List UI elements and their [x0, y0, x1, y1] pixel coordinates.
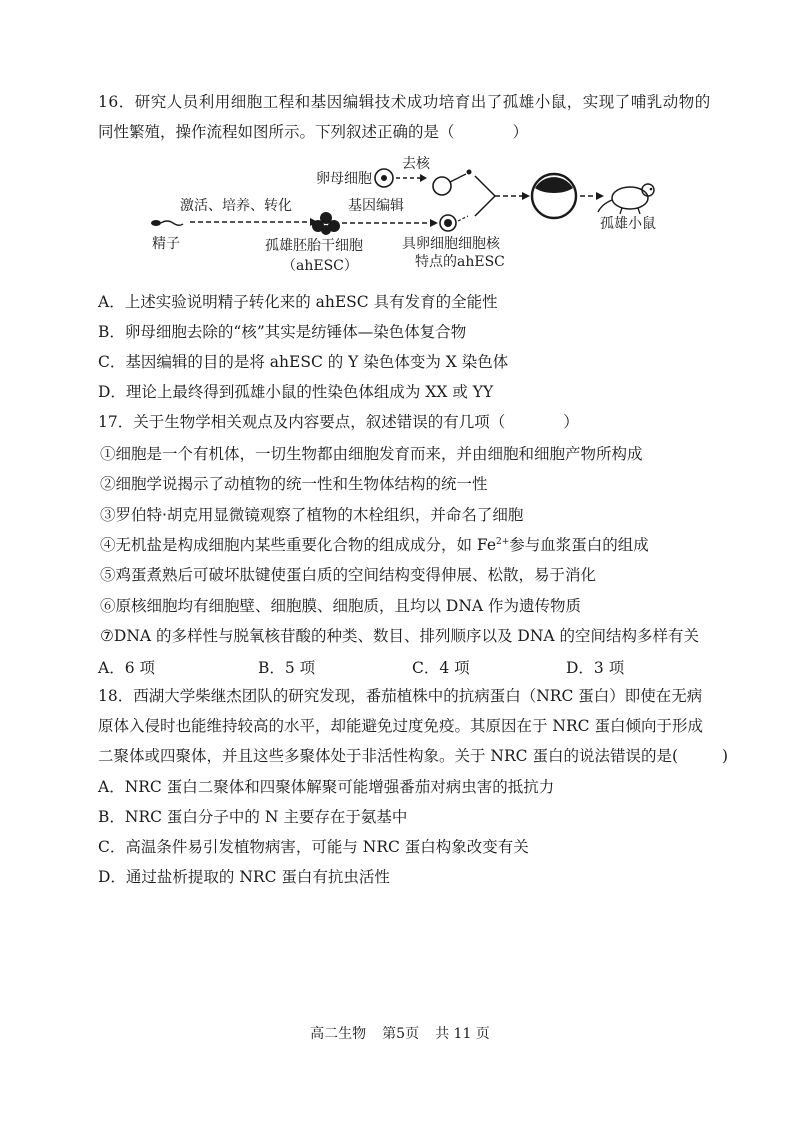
nucleus-label-line2: 特点的ahESC: [415, 254, 505, 270]
q16-stem-close: ）: [512, 123, 529, 141]
q16-stem-line1: 16．研究人员利用细胞工程和基因编辑技术成功培育出了孤雄小鼠，实现了哺乳动物的: [98, 93, 711, 111]
q17-item-7: ⑦DNA 的多样性与脱氧核苷酸的种类、数目、排列顺序以及 DNA 的空间结构多样有关: [100, 627, 700, 645]
oocyte-icon: [375, 169, 393, 187]
oocyte-label: 卵母细胞: [316, 171, 372, 187]
footer-page: 第5页: [382, 1026, 420, 1042]
q17-stem: [98, 412, 579, 432]
q18-option-c[interactable]: C．高温条件易引发植物病害，可能与 NRC 蛋白构象改变有关: [98, 838, 529, 856]
ahesc-cluster-icon: [312, 212, 340, 235]
q18-stem-close: ): [722, 747, 729, 765]
q16-option-d[interactable]: D．理论上最终得到孤雄小鼠的性染色体组成为 XX 或 YY: [98, 383, 494, 401]
q17-stem-text: 17．关于生物学相关观点及内容要点，叙述错误的有几项（: [98, 413, 506, 431]
footer-subject: 高二生物: [310, 1026, 367, 1042]
gene-edit-label: 基因编辑: [348, 198, 404, 214]
q17-item-5: ⑤鸡蛋煮熟后可破坏肽键使蛋白质的空间结构变得伸展、松散，易于消化: [100, 566, 597, 584]
sperm-label: 精子: [152, 236, 180, 252]
embryo-icon: [532, 174, 576, 218]
q17-item-4-sup: 2+: [496, 537, 510, 547]
page-footer: [0, 1023, 800, 1043]
edited-ahesc-icon: [440, 215, 456, 231]
q16-option-c[interactable]: C．基因编辑的目的是将 ahESC 的 Y 染色体变为 X 染色体: [98, 353, 509, 371]
q18-option-d[interactable]: D．通过盐析提取的 NRC 蛋白有抗虫活性: [98, 868, 390, 886]
q16-stem-text: 同性繁殖，操作流程如图所示。下列叙述正确的是（: [98, 123, 455, 141]
q17-choice-b[interactable]: B．5 项: [258, 659, 316, 677]
steps-label: 激活、培养、转化: [180, 198, 292, 214]
q17-item-4-post: 参与血浆蛋白的组成: [509, 536, 649, 554]
q18-option-b[interactable]: B．NRC 蛋白分子中的 N 主要存在于氨基中: [98, 808, 408, 826]
mouse-icon: [598, 184, 654, 214]
mouse-label: 孤雄小鼠: [600, 216, 656, 232]
q17-item-2: ②细胞学说揭示了动植物的统一性和生物体结构的统一性: [100, 475, 488, 493]
q17-item-4: [100, 535, 649, 555]
q18-stem-line3: [98, 746, 728, 766]
q18-stem-text: 二聚体或四聚体，并且这些多聚体处于非活性构象。关于 NRC 蛋白的说法错误的是(: [98, 747, 678, 765]
q17-item-4-pre: ④无机盐是构成细胞内某些重要化合物的组成成分，如 Fe: [100, 536, 497, 554]
ahesc-label: 孤雄胚胎干细胞: [265, 238, 363, 254]
q17-choice-a[interactable]: A．6 项: [98, 659, 155, 677]
q17-item-1: ①细胞是一个有机体，一切生物都由细胞发育而来，并由细胞和细胞产物所构成: [100, 445, 643, 463]
sperm-icon: [151, 220, 183, 226]
q18-stem-line2: 原体入侵时也能维持较高的水平，却能避免过度免疫。其原因在于 NRC 蛋白倾向于形成: [98, 717, 703, 735]
q17-choice-d[interactable]: D．3 项: [566, 659, 625, 677]
q17-choice-c[interactable]: C．4 项: [412, 659, 470, 677]
ahesc-abbr: （ahESC）: [282, 258, 358, 274]
nucleus-label-line1: 具卵细胞细胞核: [402, 236, 500, 252]
q16-flow-diagram: [130, 148, 690, 278]
footer-total: 共 11 页: [435, 1026, 490, 1042]
enucleated-oocyte-icon: [433, 170, 472, 196]
q16-stem-line2: [98, 122, 528, 142]
q17-stem-close: ）: [563, 413, 579, 431]
q16-option-b[interactable]: B．卵母细胞去除的“核”其实是纺锤体—染色体复合物: [98, 323, 467, 341]
enucleate-label: 去核: [402, 156, 430, 172]
q18-stem-line1: 18．西湖大学柴继杰团队的研究发现，番茄植株中的抗病蛋白（NRC 蛋白）即使在无病: [98, 687, 703, 705]
q16-option-a[interactable]: A．上述实验说明精子转化来的 ahESC 具有发育的全能性: [98, 293, 498, 311]
q17-item-6: ⑥原核细胞均有细胞壁、细胞膜、细胞质，且均以 DNA 作为遗传物质: [100, 597, 582, 615]
q17-item-3: ③罗伯特·胡克用显微镜观察了植物的木栓组织，并命名了细胞: [100, 506, 524, 524]
q18-option-a[interactable]: A．NRC 蛋白二聚体和四聚体解聚可能增强番茄对病虫害的抵抗力: [98, 778, 555, 796]
